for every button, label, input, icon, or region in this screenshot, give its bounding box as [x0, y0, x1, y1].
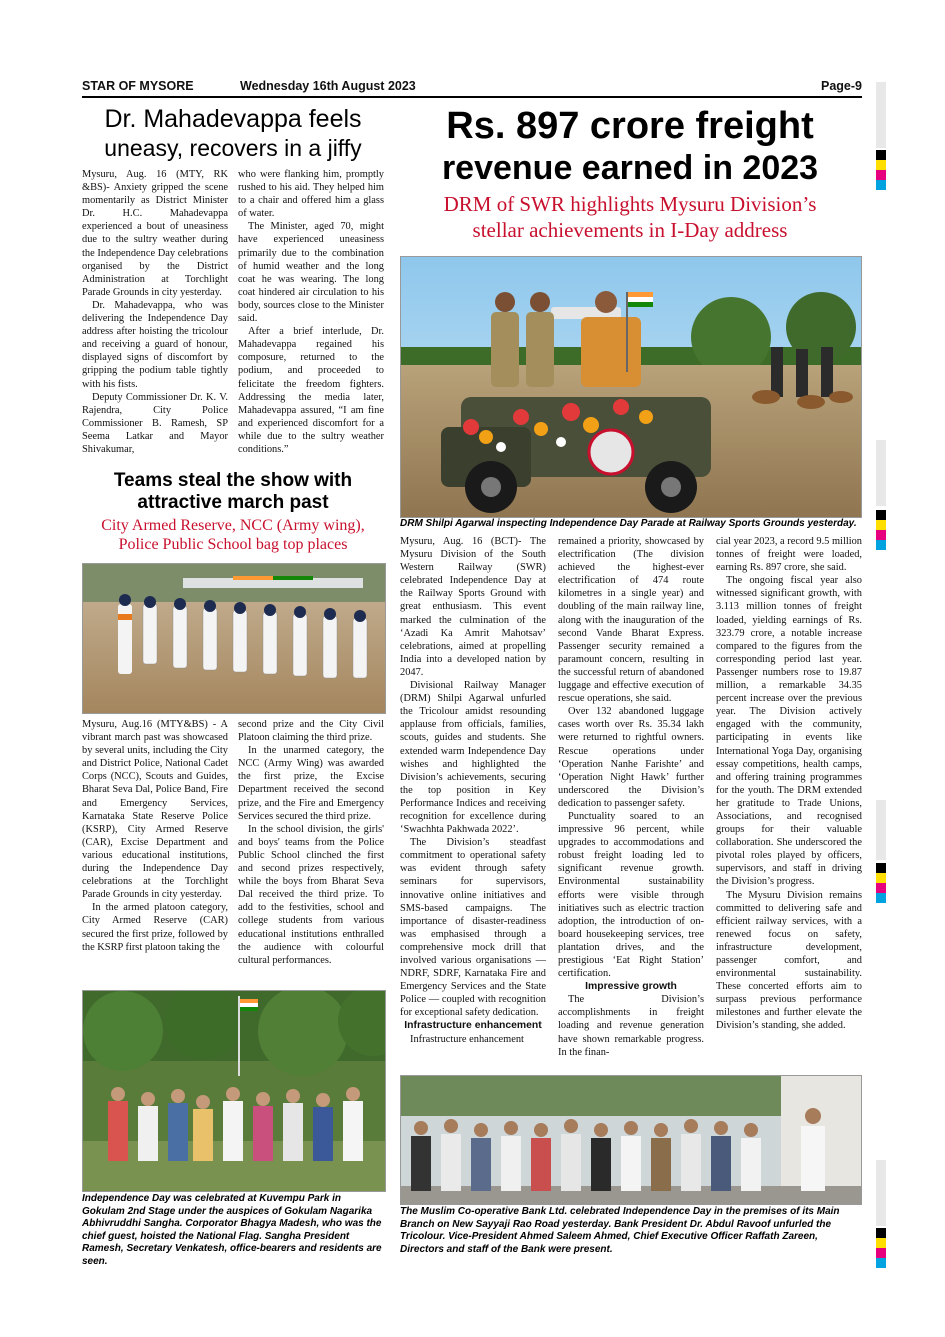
article-mahadevappa-headline [82, 104, 384, 162]
paragraph: The ongoing fiscal year also witnessed significant growth, with 3.113 million tonnes of freight loaded, yielding earnings of Rs. 323.79 crore, a notable increase compared to the figures from the corresponding period last year. Passenger numbers rose to 19.87 million, a remarkable 34.35 percent increase over the previous year. The Division actively engaged with the community, participating in events like International Yoga Day, organising essay competitions, health camps, and offering training programmes for the youth. The DRM extended her gratitude to Trade Unions, Associations, and recognised groups for their valuable collaboration. She underscored the pivotal roles played by officers, supervisors, and staff in driving the Division’s progress. [716, 575, 862, 888]
subhead-line2: Police Public School bag top places [118, 536, 348, 553]
caption-drm-parade: DRM Shilpi Agarwal inspecting Independence Day Parade at Railway Sports Grounds yesterday. [400, 518, 857, 529]
article-marchpast-col2 [238, 718, 384, 967]
paragraph: Deputy Commissioner Dr. K. V. Rajendra, City Police Commissioner B. Ramesh, SP Seema Latkar and Mayor Shivakumar, [82, 391, 228, 455]
paragraph: In the unarmed category, the NCC (Army Wing) was awarded the first prize, the Excise Department received the second prize, and the Fire and Emergency Services secured the third prize. [238, 745, 384, 822]
paragraph: Mysuru, Aug. 16 (BCT)- The Mysuru Division of the South Western Railway (SWR) celebrated Independence Day at the Railway Sports Ground with great enthusiasm. This event marked the culmination of the ‘Azadi Ka Amrit Mahotsav’ celebrations, aimed at propelling India into a developed nation by 2047. [400, 536, 546, 678]
registration-swatches-1 [876, 150, 886, 190]
subhead-line1: DRM of SWR highlights Mysuru Division’s [443, 192, 817, 216]
registration-bar-gray [876, 800, 886, 860]
paragraph: In the school division, the girls' and boys' teams from the Police Public School clinched the first and second prizes respectively, while the boys from Bharat Seva Dal received the third prize. To add to the festivities, school and college students from various educational institutions enthralled the audience with colourful cultural performances. [238, 823, 384, 966]
bank-image [401, 1076, 861, 1204]
paragraph: The Division’s accomplishments in freight loading and revenue generation have shown remarkable progress. In the finan- [558, 994, 704, 1058]
paragraph: Infrastructure enhancement [410, 1033, 524, 1045]
issue-date: Wednesday 16th August 2023 [240, 79, 416, 93]
photo-march-past [82, 563, 386, 714]
paragraph: cial year 2023, a record 9.5 million tonnes of freight were loaded, earning Rs. 897 crore, she said. [716, 536, 862, 574]
subhead-impressive-growth: Impressive growth [585, 981, 677, 993]
headline-line2: attractive march past [137, 492, 329, 513]
paragraph: The Mysuru Division remains committed to delivering safe and efficient railway services, with a renewed focus on safety, infrastructure development, passenger comfort, and environmental sustainability. These concerted efforts aim to surpass previous performance milestones and further elevate the Division’s standing, she added. [716, 889, 862, 1032]
registration-bar-gray [876, 1160, 886, 1226]
paragraph: Divisional Railway Manager (DRM) Shilpi Agarwal unfurled the Tricolour amidst resounding applause from officials, families, scouts, guides and students. She extended warm Independence Day wishes and highlighted the Division’s achievements, securing the top position in Key Performance Indices and receiving recognition for excellence during ‘Swachhta Pakhwada 2022’. [400, 680, 546, 836]
caption-kuvempu-park: Independence Day was celebrated at Kuvempu Park in Gokulam 2nd Stage under the auspices of Gokulam Nagarika Abhivruddhi Sangha. Corporator Bhagya Madesh, who was the chief guest, hoisted the National Flag. Sangha President Ramesh, Secretary Venkatesh, office-bearers and residents are seen. [82, 1193, 382, 1267]
photo-kuvempu-park [82, 990, 386, 1192]
subhead-line2: stellar achievements in I-Day address [472, 218, 788, 242]
article-freight-col3 [716, 535, 862, 1033]
article-freight-headline [400, 104, 860, 243]
photo-bank [400, 1075, 862, 1205]
paragraph: Punctuality soared to an impressive 96 percent, while upgrades to accommodations and robust freight loading led to significant revenue growth. Environmental sustainability efforts were visible through initiatives such as electric traction adoption, the introduction of on-board housekeeping services, tree plantation drives, and the prestigious ‘Eat Right Station’ certification. [558, 810, 704, 980]
photo-drm-parade [400, 256, 862, 518]
kuvempu-park-image [83, 991, 385, 1191]
headline-line1: Teams steal the show with [113, 470, 353, 491]
paragraph: Over 132 abandoned luggage cases worth over Rs. 35.34 lakh were returned to rightful owners. Rescue operations under ‘Operation Nanhe Farishte’ and ‘Operation Night Hawk’ further underscored the Division’s dedication to passenger safety. [558, 706, 704, 809]
headline-line1: Rs. 897 crore freight [446, 105, 814, 147]
registration-bar-gray [876, 440, 886, 506]
march-past-image [83, 564, 385, 713]
headline-line2: revenue earned in 2023 [441, 149, 819, 187]
article-mahadevappa-col2 [238, 168, 384, 456]
subhead-line1: City Armed Reserve, NCC (Army wing), [101, 517, 365, 534]
page-number: Page-9 [821, 79, 862, 93]
paragraph: The Minister, aged 70, might have experienced uneasiness primarily due to the combination of humid weather and the long coat he was wearing. The long coat hindered air circulation to his body, sources close to the Minister said. [238, 221, 384, 325]
headline-line1: Dr. Mahadevappa feels [104, 105, 362, 133]
paragraph: Mysuru, Aug.16 (MTY&BS) - A vibrant march past was showcased by several units, including the City and District Police, National Cadet Corps (NCC), Scouts and Guides, Bharat Seva Dal, Police Band, Fire and Emergency Services, Karnataka State Reserve Police (KSRP), City Armed Reserve (CAR), Excise Department and various educational institutions, during the Independence Day celebrations at the Torchlight Parade Grounds in city yesterday. [82, 719, 228, 901]
paragraph: The Division’s steadfast commitment to operational safety was evident through safety seminars for supervisors, innovative online initiatives and SMS-based campaigns. The importance of disaster-readiness was emphasised through a comprehensive mock drill that involved various organisations — NDRF, SDRF, Karnataka Fire and Emergency Services and the State Police — coupled with recognition for exceptional safety dedication. [400, 837, 546, 1019]
paragraph: Dr. Mahadevappa, who was delivering the Independence Day address after hoisting the tricolour and receiving a guard of honour, displayed signs of discomfort by gripping the podium table tightly with his fists. [82, 299, 228, 390]
article-marchpast-headline [82, 470, 384, 554]
paragraph: After a brief interlude, Dr. Mahadevappa regained his composure, returned to the podium, and proceeded to felicitate the freedom fighters. Addressing the media later, Mahadevappa assured, “I am fine and experienced discomfort for a while due to the sultry weather conditions.” [238, 326, 384, 455]
registration-swatches-4 [876, 1228, 886, 1268]
paragraph: remained a priority, showcased by electrification (The division achieved the highest-ever electrification of 474 route kilometres in a single year) and doubling of the main railway line, along with the inauguration of the second Vande Bharat Express. Passenger security remained a paramount concern, resulting in the successful return of abandoned luggage and effective execution of rescue operations, she said. [558, 536, 704, 705]
masthead [82, 78, 862, 98]
subhead-infrastructure: Infrastructure enhancement [404, 1020, 542, 1032]
article-freight-col2 [558, 535, 704, 1059]
headline-line2: uneasy, recovers in a jiffy [104, 135, 362, 161]
paper-name: STAR OF MYSORE [82, 79, 194, 93]
paragraph: In the armed platoon category, City Armed Reserve (CAR) secured the first prize, followed by the KSRP first platoon taking the [82, 902, 228, 953]
registration-swatches-2 [876, 510, 886, 550]
drm-parade-image [401, 257, 861, 517]
article-mahadevappa-col1 [82, 168, 228, 456]
paragraph: second prize and the City Civil Platoon claiming the third prize. [238, 719, 384, 744]
caption-bank: The Muslim Co-operative Bank Ltd. celebrated Independence Day in the premises of its Main Branch on New Sayyaji Rao Road yesterday. Bank President Dr. Abdul Ravoof unfurled the Tricolour. Vice-President Ahmed Saleem Ahmed, Chief Executive Officer Raffath Zareen, Directors and staff of the Bank were present. [400, 1206, 840, 1255]
registration-bar-gray [876, 82, 886, 148]
registration-swatches-3 [876, 863, 886, 903]
paragraph: Mysuru, Aug. 16 (MTY, RK &BS)- Anxiety gripped the scene momentarily as District Minister Dr. H.C. Mahadevappa experienced a bout of uneasiness due to the sultry weather during the Independence Day celebrations organised by the District Administration at Torchlight Parade Grounds in city yesterday. [82, 169, 228, 298]
article-freight-col1 [400, 535, 546, 1046]
paragraph: who were flanking him, promptly rushed to his aid. They helped him to a chair and offered him a glass of water. [238, 169, 384, 220]
article-marchpast-col1 [82, 718, 228, 954]
